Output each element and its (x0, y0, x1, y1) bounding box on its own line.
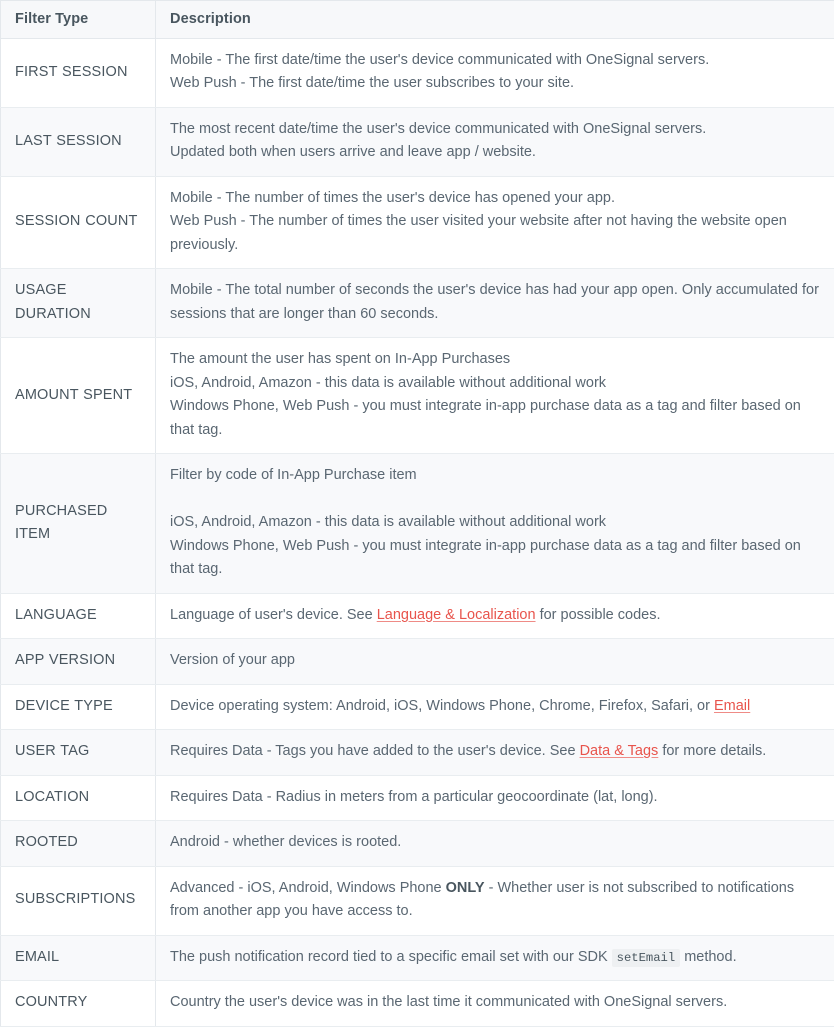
table-header-row (1, 1, 835, 39)
description-cell (156, 935, 835, 980)
description-line: Updated both when users arrive and leave app / website. (170, 144, 536, 161)
table-row (1, 454, 835, 593)
description-text: Advanced - iOS, Android, Windows Phone (170, 879, 446, 896)
description-text: for more details. (658, 743, 767, 760)
table-row (1, 593, 835, 638)
filter-type-cell: USAGE DURATION (1, 269, 156, 338)
filter-type-cell: ROOTED (1, 821, 156, 866)
description-line: The most recent date/time the user's device communicated with OneSignal servers. (170, 120, 707, 137)
description-cell (156, 821, 835, 866)
description-line: The amount the user has spent on In-App Purchases (170, 351, 511, 368)
description-line: iOS, Android, Amazon - this data is available without additional work (170, 514, 607, 531)
doc-link[interactable]: Data & Tags (579, 743, 659, 760)
description-cell (156, 775, 835, 820)
description-text: - Whether user is not subscribed to notifications from another app you have access to. (170, 879, 795, 920)
filter-type-cell: PURCHASED ITEM (1, 454, 156, 593)
table-row (1, 176, 835, 268)
table-body (1, 39, 835, 1027)
description-cell (156, 176, 835, 268)
table-row (1, 730, 835, 775)
filter-type-cell: SESSION COUNT (1, 176, 156, 268)
table-row (1, 981, 835, 1026)
column-header-filter-type: Filter Type (1, 1, 156, 39)
emphasis-text: ONLY (445, 879, 485, 896)
description-cell (156, 338, 835, 454)
description-cell (156, 454, 835, 593)
doc-link[interactable]: Language & Localization (376, 606, 536, 623)
description-line (170, 740, 824, 763)
description-line-spacer (170, 488, 824, 511)
filter-type-cell: DEVICE TYPE (1, 684, 156, 729)
description-line: Mobile - The first date/time the user's device communicated with OneSignal servers. (170, 52, 710, 68)
table-row (1, 639, 835, 684)
description-line: Android - whether devices is rooted. (170, 834, 402, 851)
filter-type-cell: LAST SESSION (1, 107, 156, 176)
description-cell (156, 639, 835, 684)
table-row (1, 39, 835, 108)
column-header-description: Description (156, 1, 835, 39)
description-cell (156, 593, 835, 638)
description-text: Requires Data - Tags you have added to the user's device. See (170, 743, 580, 760)
description-line: Mobile - The number of times the user's device has opened your app. (170, 189, 615, 206)
filter-type-cell: FIRST SESSION (1, 39, 156, 108)
description-line: Web Push - The first date/time the user subscribes to your site. (170, 75, 575, 92)
table-row (1, 935, 835, 980)
description-line (170, 877, 824, 924)
filter-type-cell: LOCATION (1, 775, 156, 820)
description-cell (156, 866, 835, 935)
description-text: Device operating system: Android, iOS, Windows Phone, Chrome, Firefox, Safari, or (170, 697, 714, 714)
description-cell (156, 684, 835, 729)
table-row (1, 775, 835, 820)
table-row (1, 684, 835, 729)
inline-code: setEmail (612, 949, 681, 967)
description-cell (156, 730, 835, 775)
description-line: Filter by code of In-App Purchase item (170, 467, 417, 484)
doc-link[interactable]: Email (713, 697, 751, 714)
filter-type-cell: AMOUNT SPENT (1, 338, 156, 454)
table-row (1, 269, 835, 338)
description-cell (156, 39, 835, 108)
description-line: Windows Phone, Web Push - you must integrate in-app purchase data as a tag and filter based on that tag. (170, 398, 801, 438)
description-text: for possible codes. (535, 606, 661, 623)
description-text: The push notification record tied to a specific email set with our SDK (170, 948, 612, 965)
table-header (1, 1, 835, 39)
filter-type-cell: APP VERSION (1, 639, 156, 684)
description-line: Version of your app (170, 652, 295, 669)
description-line: Windows Phone, Web Push - you must integrate in-app purchase data as a tag and filter based on that tag. (170, 537, 801, 578)
filter-type-cell: COUNTRY (1, 981, 156, 1026)
filter-type-cell: USER TAG (1, 730, 156, 775)
description-cell (156, 107, 835, 176)
description-text: method. (680, 948, 737, 965)
description-line: iOS, Android, Amazon - this data is available without additional work (170, 374, 607, 391)
table-row (1, 866, 835, 935)
filter-type-cell: SUBSCRIPTIONS (1, 866, 156, 935)
description-cell (156, 269, 835, 338)
filter-type-cell: LANGUAGE (1, 593, 156, 638)
description-line: Country the user's device was in the last time it communicated with OneSignal servers. (170, 994, 728, 1011)
description-cell (156, 981, 835, 1026)
description-line (170, 604, 824, 627)
table-row (1, 107, 835, 176)
description-text: Language of user's device. See (170, 606, 377, 623)
description-line: Mobile - The total number of seconds the user's device has had your app open. Only accumulated for sessions that are longer than 60 seconds. (170, 282, 819, 322)
description-line (170, 946, 824, 969)
table-row (1, 338, 835, 454)
table-row (1, 821, 835, 866)
description-line: Requires Data - Radius in meters from a particular geocoordinate (lat, long). (170, 788, 658, 805)
description-line (170, 695, 824, 718)
description-line: Web Push - The number of times the user visited your website after not having the website open previously. (170, 213, 787, 253)
filter-type-cell: EMAIL (1, 935, 156, 980)
